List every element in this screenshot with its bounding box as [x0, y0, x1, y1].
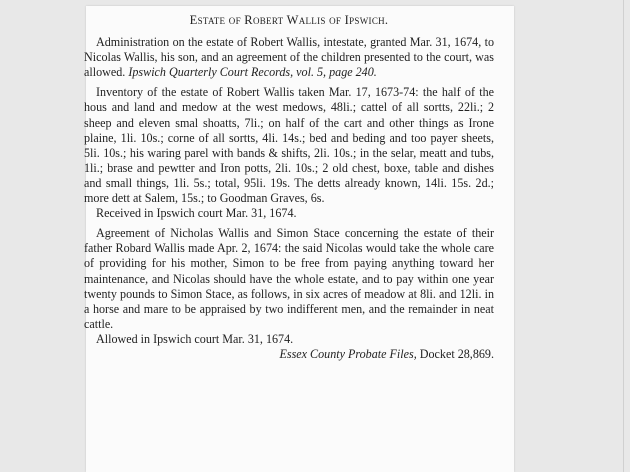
- administration-paragraph: [84, 35, 494, 80]
- agreement-allowed: Allowed in Ipswich court Mar. 31, 1674.: [96, 331, 294, 346]
- agreement-paragraph: Agreement of Nicholas Wallis and Simon Stace concerning the estate of their father Robard Wallis made Apr. 2, 1674: the said Nicolas would take the whole care of providing for his mother, Simon to be free from paying anything toward her maintenance, and Nicolas should have the whole estate, and to pay within one year twenty pounds to Simon Stace, as follows, in six acres of meadow at 8li. and 12li. in a horse and mare to be appraised by two indifferent men, and the remainder in neat cattle.: [84, 226, 494, 331]
- source-docket: Docket 28,869.: [416, 346, 494, 361]
- viewer-edge: [623, 0, 624, 472]
- inventory-received: Received in Ipswich court Mar. 31, 1674.: [96, 206, 297, 221]
- source-citation: [84, 347, 494, 362]
- document-title: Estate of Robert Wallis of Ipswich.: [189, 13, 389, 27]
- administration-text: Administration on the estate of Robert Wallis, intestate, granted Mar. 31, 1674, to Nicolas Wallis, his son, and an agreement of the children presented to the court, was allowed.: [84, 35, 494, 80]
- document-body: [84, 13, 494, 362]
- administration-citation: Ipswich Quarterly Court Records, vol. 5, page 240.: [128, 65, 377, 80]
- inventory-paragraph: Inventory of the estate of Robert Wallis taken Mar. 17, 1673-74: the half of the hous and land and medow at the west medows, 48li.; cattel of all sortts, 22li.; 2 sheep and eleven smal shoatts, 7li.; on half of the cart and other things as Irone plaine, 1li. 10s.; corne of all sortts, 4li. 14s.; bed and beding and too payer sheets, 5li. 10s.; his waring parel with bands & shifts, 2li. 10s.; in the selar, meatt and tubs, 1li.; brase and pewtter and Iron potts, 2li. 10s.; 2 old chest, boxe, table and dishes and small things, 1li. 5s.; total, 95li. 19s. The detts already known, 14li. 15s. 2d.; more dett at Salem, 15s.; to Goodman Graves, 6s.: [84, 85, 494, 206]
- source-title: Essex County Probate Files,: [279, 346, 417, 361]
